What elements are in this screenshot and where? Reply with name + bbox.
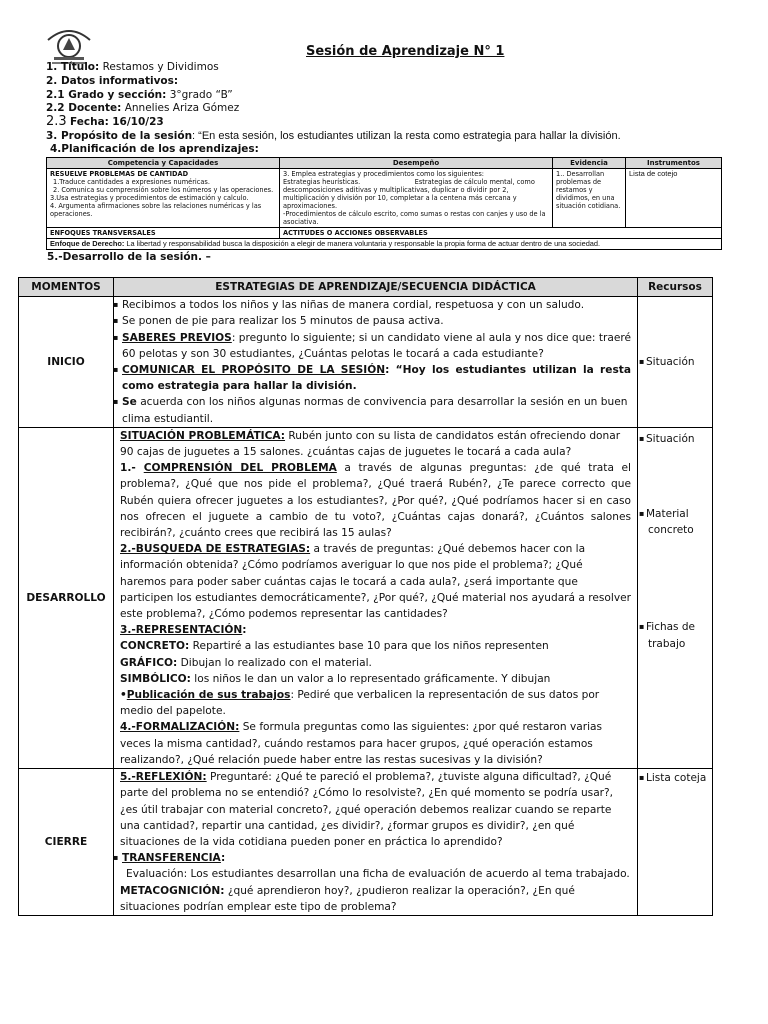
grado-line [46,89,233,102]
publicacion-item: •Publicación de sus trabajos: Pediré que verbalicen la representación de sus datos por medio del papelote. [120,689,600,718]
grafico-label: GRÁFICO: [120,656,178,669]
session-table [18,277,713,916]
proposito-sesion-label: COMUNICAR EL PROPÓSITO DE LA SESIÓN [122,364,386,377]
reflexion-label: 5.-REFLEXIÓN: [120,771,207,784]
desempeno-line: Estrategias heurísticas. Estrategias de cálculo mental, como descomposiciones aditivas y multiplicativas, duplicar o dividir por 2, multiplicación y división por 10, completar a la centena más cercana y aproximaciones. [283,178,537,210]
reflexion-text: Preguntaré: ¿Qué te pareció el problema?, ¿tuviste alguna dificultad?, ¿Qué parte del problema no se entendió? ¿Cómo lo resolviste?, ¿En qué momento se podría usar?, ¿es útil trabajar con material concreto?, ¿qué operación debemos realizar cuando se reparte una cantidad?, repartir una cantidad, ¿es dividir?, ¿formar grupos es dividir?, ¿en qué situaciones de la vida cotidiana pueden poner en práctica lo aprendido? [120,771,614,848]
header-desempeno: Desempeño [280,158,553,169]
inicio-bullet: ▪ Se ponen de pie para realizar los 5 minutos de pausa activa. [114,313,631,329]
publicacion-label: Publicación de sus trabajos [126,689,291,702]
page-title: Sesión de Aprendizaje N° 1 [306,44,505,59]
publicacion-text: : Pediré que verbalicen la representación de sus datos por medio del papelote. [120,689,600,718]
recurso-material: ▪ Material [639,506,711,522]
transferencia-label: TRANSFERENCIA [122,852,221,865]
fecha-label: Fecha: [70,116,109,128]
competencia-line: 1.Traduce cantidades a expresiones numéricas. [53,178,210,186]
competencia-line: 2. Comunica su comprensión sobre los números y las operaciones. [53,186,274,194]
proposito-sesion-text: : “Hoy los estudiantes utilizan la resta como estrategia para hallar la división. [122,364,631,393]
header-competencia: Competencia y Capacidades [47,158,280,169]
inicio-bullet: ▪ Recibimos a todos los niños y las niñas de manera cordial, respetuosa y con un saludo. [114,297,631,313]
cierre-row [19,769,713,916]
cierre-label: CIERRE [19,769,114,916]
derecho-text: La libertad y responsabilidad busca la disposición a elegir de manera voluntaria y responsable la propia forma de actuar dentro de una sociedad. [124,239,601,248]
recurso-situacion-2: ▪ Situación [639,431,711,447]
evaluacion-text: Evaluación: Los estudiantes desarrollan una ficha de evaluación de acuerdo al tema trabajado. [126,868,630,881]
inicio-recursos [638,297,713,428]
metacognicion-text: ¿qué aprendieron hoy?, ¿pudieron realizar la operación?, ¿En qué situaciones podrían emplear este tipo de problema? [120,884,575,913]
representacion-colon: : [242,624,247,637]
proposito-line [46,130,621,143]
header-estrategias: ESTRATEGIAS DE APRENDIZAJE/SECUENCIA DIDÁCTICA [114,278,638,297]
competencia-line: 3.Usa estrategias y procedimientos de estimación y calculo. [50,194,249,202]
header-momentos: MOMENTOS [19,278,114,297]
derecho-cell [47,239,722,250]
proposito-label: 3. Propósito de la sesión [46,130,193,142]
planificacion-label: 4.Planificación de los aprendizajes: [50,143,259,155]
busqueda-item [120,541,631,622]
representacion-label: 3.-REPRESENTACIÓN [120,624,243,637]
desempeno-line: -Procedimientos de cálculo escrito, como sumas o restas con canjes y uso de la asociativa. [283,210,546,226]
header-evidencia: Evidencia [553,158,626,169]
normas-text: acuerda con los niños algunas normas de convivencia para desarrollar la sesión en un buen clima estudiantil. [122,396,628,425]
normas-label: Se [122,396,137,409]
comprension-label: COMPRENSIÓN DEL PROBLEMA [143,462,337,475]
fecha-line [46,115,164,129]
proposito-item [114,362,631,394]
transferencia-colon: : [220,852,226,865]
datos-label: 2. Datos informativos: [46,75,179,87]
grafico-text: Dibujan lo realizado con el material. [177,656,372,669]
saberes-previos-text: : pregunto lo siguiente; si un candidato viene al aula y nos dice que: traeré 60 pelotas y son 30 estudiantes, ¿Cuántas pelotas le tocará a cada estudiante? [122,331,632,360]
normas-item [114,394,631,426]
datos-line [46,75,178,88]
desarrollo-label: DESARROLLO [19,427,114,768]
session-header-row [19,278,713,297]
desarrollo-label: 5.-Desarrollo de la sesión. – [47,251,211,263]
header-instrumentos: Instrumentos [626,158,722,169]
header-recursos: Recursos [638,278,713,297]
simbolico-text: los niños le dan un valor a lo representado gráficamente. Y dibujan [190,672,551,685]
comprension-number: 1.- [120,462,144,475]
concreto-item [120,638,631,654]
inicio-label: INICIO [19,297,114,428]
titulo-value: Restamos y Dividimos [102,61,219,73]
docente-value: Annelies Ariza Gómez [124,102,240,114]
titulo-line [46,61,219,74]
saberes-previos-label: SABERES PREVIOS [122,331,232,344]
saberes-previos-item [114,330,631,362]
cierre-recursos [638,769,713,916]
desempeno-line: 3. Emplea estrategias y procedimientos como los siguientes: [283,170,484,178]
planificacion-heading [50,143,259,156]
recurso-fichas: ▪ Fichas de [639,619,711,635]
enfoques-row [47,228,722,239]
cierre-content [114,769,638,916]
actitudes-cell: ACTITUDES O ACCIONES OBSERVABLES [280,228,722,239]
grafico-item [120,655,631,671]
docente-line [46,102,239,115]
busqueda-label: 2.-BUSQUEDA DE ESTRATEGIAS: [120,543,311,556]
recurso-fichas-2: trabajo [648,637,686,650]
desarrollo-content [114,427,638,768]
simbolico-label: SIMBÓLICO: [120,672,191,685]
planning-table [46,157,722,250]
situacion-label: SITUACIÓN PROBLEMÁTICA: [120,429,286,442]
derecho-row [47,239,722,250]
transferencia-item [114,850,631,866]
concreto-label: CONCRETO: [120,640,190,653]
inicio-row [19,297,713,428]
planning-content-row [47,169,722,228]
competencia-title: RESUELVE PROBLEMAS DE CANTIDAD [50,170,189,178]
competencia-line: 4. Argumenta afirmaciones sobre las relaciones numéricas y las operaciones. [50,202,262,218]
formalizacion-text: Se formula preguntas como las siguientes: ¿por qué restaron varias veces la misma cantidad?, cuándo restamos para hacer grupos, ¿qué operación estamos realizando?, ¿Qué relación puede haber entre las restas sucesivas y la división? [120,721,603,766]
inicio-content [114,297,638,428]
grado-label: 2.1 Grado y sección: [46,89,167,101]
reflexion-item [120,769,631,850]
simbolico-item [120,671,631,687]
concreto-text: Repartiré a las estudiantes base 10 para que los niños representen [189,640,549,653]
comprension-text: a través de algunas preguntas: ¿de qué trata el problema?, ¿Qué que nos pide el problema?, ¿Qué traerá Rubén?, ¿Te parece correcto que Rubén quiera ofrecer juguetes a los estudiantes?, ¿Por qué?, ¿Qué podríamos hacer si en caso nos ofrecen el juguete a cambio de tu voto?, ¿Cuántas cajas donará?, ¿Cuántos salones recibirán?, ¿cuánto crees que recibirá las 15 aulas? [120,462,631,540]
situacion-item [120,428,631,460]
derecho-label: Enfoque de Derecho: [50,239,125,248]
fecha-number: 2.3 [46,114,67,129]
fecha-value: 16/10/23 [112,116,164,128]
recurso-material-2: concreto [648,524,694,537]
desarrollo-row [19,427,713,768]
desarrollo-heading [47,251,211,264]
evidencia-cell: 1.. Desarrollan problemas de restamos y dividimos, en una situación cotidiana. [553,169,626,228]
busqueda-text: a través de preguntas: ¿Qué debemos hacer con la información obtenida? ¿Cómo podríamos averiguar lo que nos pide el problema?; ¿Qué haremos para poder saber cuántas cajas le tocará a cada aula?, ¿será importante que participen los estudiantes democráticamente?, ¿Por qué?, ¿Qué material nos ayudará a resolver este problema?, ¿Cómo podemos representar las cantidades? [120,543,631,621]
recurso-lista-coteja: ▪ Lista coteja [639,770,711,786]
competencia-cell [47,169,280,228]
proposito-value: : “En esta sesión, los estudiantes utilizan la resta como estrategia para hallar la división. [192,130,621,142]
grado-value: 3°grado “B” [169,89,233,101]
comprension-item [120,460,631,541]
docente-label: 2.2 Docente: [46,102,122,114]
recurso-situacion: ▪ Situación [639,354,711,370]
enfoques-cell: ENFOQUES TRANSVERSALES [47,228,280,239]
formalizacion-item [120,719,631,768]
metacognicion-label: METACOGNICIÓN: [120,884,225,897]
titulo-label: 1. Título: [46,61,100,73]
representacion-item [120,622,631,638]
metacognicion-item [120,883,631,915]
planning-header-row [47,158,722,169]
desarrollo-recursos [638,427,713,768]
instrumentos-cell: Lista de cotejo [626,169,722,228]
formalizacion-label: 4.-FORMALIZACIÓN: [120,721,240,734]
situacion-text: Rubén junto con su lista de candidatos están ofreciendo donar 90 cajas de juguetes a 15 salones. ¿cuántas cajas de juguetes le tocará a cada aula? [120,429,621,459]
desempeno-cell [280,169,553,228]
